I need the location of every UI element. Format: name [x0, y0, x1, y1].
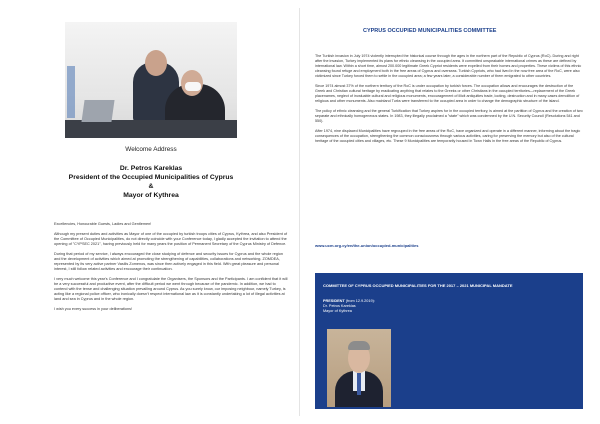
president-since: (from 12.9.2019):	[345, 299, 375, 303]
paragraph: During that period of my service, I always encouraged the close studying of defence and security issues for Cyprus and the whole region and the development of activities which aimed at promoting the strengthening of capabilities, collaborations and networking. ZOMDEA, represented by its very active partner Vasilis Zomenos, was since then actively engaged in this field. With great pleasure and personal interest, I still follow related activities and encourage their continuation.	[54, 252, 283, 271]
committee-body	[315, 54, 583, 149]
paragraph: I wish you every success in your deliberations!	[54, 307, 133, 311]
president-info	[323, 299, 375, 314]
paragraph: Although my present duties and activities as Mayor of one of the occupied by turkish troops cities of Cyprus, Kythrea, and also President of the Committee of Occupied Municipalities, do not directly coincide with your Conference today, I gladly accepted the invitation to attend the opening of "CYPSEC 2021", having previously held for many years the position of Permanent Secretary of the Cyprus Ministry of Defence.	[54, 232, 287, 246]
page-divider	[299, 8, 300, 416]
honoree-ampersand: &	[148, 183, 154, 190]
paragraph: Excellencies, Honourable Guests, Ladies and Gentlemen!	[54, 222, 152, 226]
mandate-heading: COMMITTEE OF CYPRUS OCCUPIED MUNICIPALITIES FOR THE 2017 – 2021 MUNICIPAL MANDATE	[323, 283, 513, 288]
mandate-panel	[315, 273, 583, 409]
laptop-icon	[81, 100, 114, 122]
paragraph: Since 1974 almost 37% of the northern territory of the RoC is under occupation by turkish forces. The occupation allows and encourages the destruction of the Greek and Christian cultural heritage by eradicating anything that relates to the Greeks or other Christians in the occupied territories—replacement of the Greek placenames, neglect of invaluable cultural and religious monuments, encouragement of illicit antiquities trade, looting, destruction and in many cases demolition of religious and other monuments. Also mainland Turks were transferred to the occupied area in order to change the demographic structure of the island.	[315, 84, 580, 103]
paragraph: The Turkish invasion in July 1974 violently interrupted the historical course through the ages in the northern part of the Republic of Cyprus (RoC). During and right after the invasion, Turkey implemented its plans for ethnic cleansing in the occupied area. It committed unspeakable international crimes as these are defined by international law. Within a short time, almost 200.000 legitimate Greek Cypriot residents were expelled from their homes and properties. These victims of this ethnic cleansing found refuge and employment both in the free areas of Cyprus and overseas. Turkish Cypriots, who had lived in the now free area of the RoC, were also victimized since Turkey forced them to settle in the occupied area; a few years later, a considerable number of them emigrated to other countries.	[315, 54, 582, 78]
honoree-role: President of the Occupied Municipalities of Cyprus	[68, 174, 234, 181]
welcome-address-body	[54, 222, 290, 317]
honoree-block	[40, 164, 262, 200]
president-role: Mayor of Kythrea	[323, 309, 352, 313]
president-name: Dr. Petros Kareklas	[323, 304, 356, 308]
committee-link[interactable]: www.ucm.org.cy/en/the-union/occupied-municipalities	[315, 243, 419, 248]
flag-icon	[67, 66, 75, 118]
paragraph: I very much welcome this year's Conference and I congratulate the Organisers, the Sponsors and the Participants. I am confident that it will be a very successful and productive event, after the difficult period we went through because of the pandemic. In addition, we had to contend with the tense and challenging situation prevailing around Cyprus. As you surely know, our imposing neighbour, namely Turkey, is acting like a regional police officer, who ironically doesn't respect international law as it is constantly undertaking a lot of illegal activities at land and sea in Cyprus and in the whole region.	[54, 277, 288, 301]
honoree-name: Dr. Petros Kareklas	[119, 165, 183, 172]
president-label: PRESIDENT	[323, 299, 345, 303]
president-portrait	[327, 329, 391, 407]
honoree-mayor: Mayor of Kythrea	[123, 192, 179, 199]
conference-photo	[65, 22, 237, 138]
welcome-heading: Welcome Address	[125, 146, 177, 153]
page-title: CYPRUS OCCUPIED MUNICIPALITIES COMMITTEE	[363, 28, 497, 34]
paragraph: The policy of ethnic cleansing and the general Turkification that Turkey aspires for in the occupied territory, is aimed at the partition of Cyprus and the creation of two separate and ethnically homogeneous states. In 1983, they illegally proclaimed a "state" which was condemned by the U.N. Security Council (Resolutions 541 and 550).	[315, 109, 583, 123]
paragraph: After 1974, nine displaced Municipalities have regrouped in the free areas of the RoC, have organized and operate in a different manner, informing about the tragic consequences of the occupation, strengthening the common consciousness through various activities, caring for preserving the memory but also of the cultural heritage of the occupied cities and villages, etc. These 9 Municipalities are temporarily housed in Town Halls in the free areas of the Republic of Cyprus.	[315, 129, 581, 143]
